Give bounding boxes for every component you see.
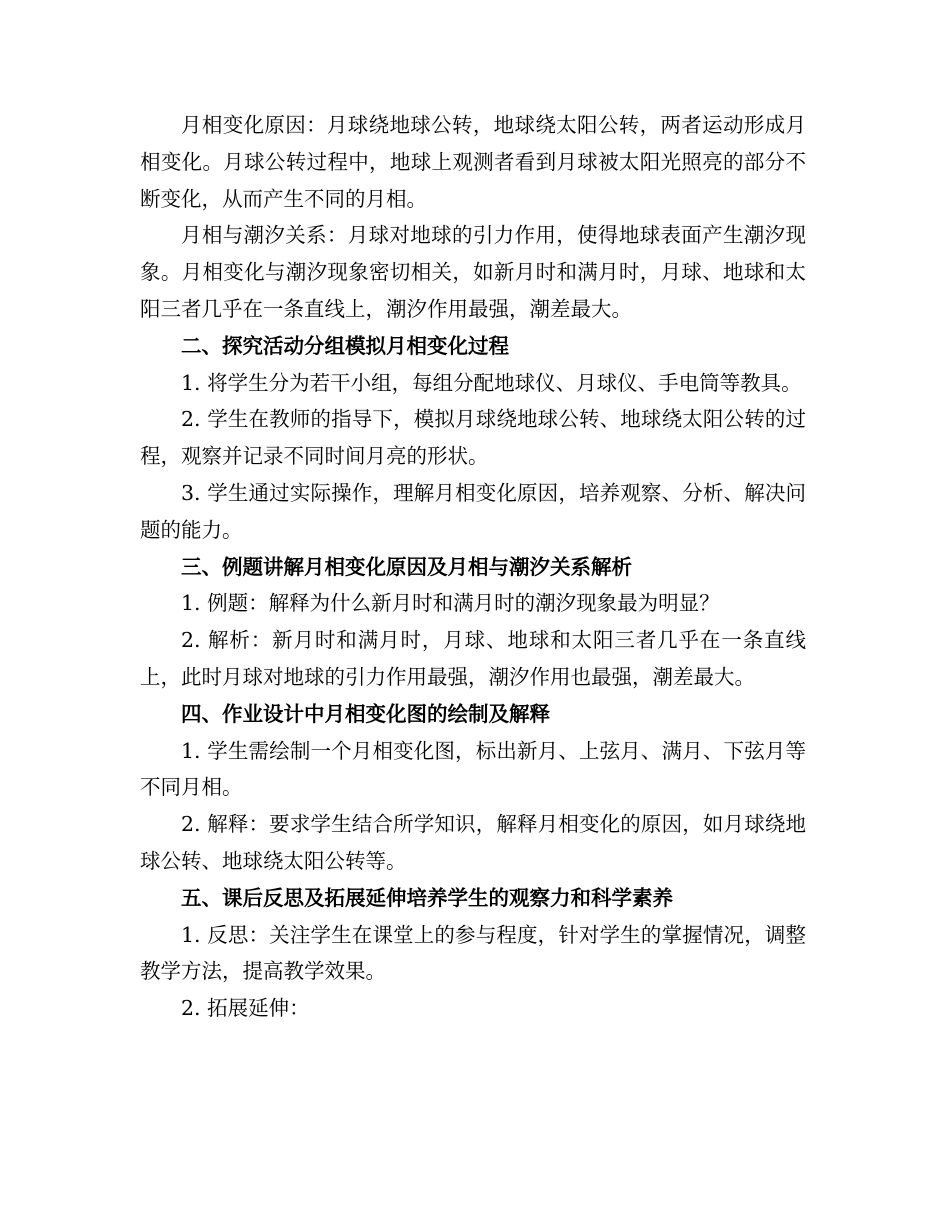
paragraph-reflection: 1. 反思：关注学生在课堂上的参与程度，针对学生的掌握情况，调整教学方法，提高教学效果。 xyxy=(140,922,806,984)
paragraph-homework-explain: 2. 解释：要求学生结合所学知识，解释月相变化的原因，如月球绕地球公转、地球绕太阳公转等。 xyxy=(140,812,806,873)
paragraph-activity-step-2: 2. 学生在教师的指导下，模拟月球绕地球公转、地球绕太阳公转的过程，观察并记录不同时间月亮的形状。 xyxy=(140,407,806,469)
section-heading-homework: 四、作业设计中月相变化图的绘制及解释 xyxy=(181,701,550,726)
paragraph-activity-step-3: 3. 学生通过实际操作，理解月相变化原因，培养观察、分析、解决问题的能力。 xyxy=(140,480,806,542)
paragraph-homework-draw: 1. 学生需绘制一个月相变化图，标出新月、上弦月、满月、下弦月等不同月相。 xyxy=(140,738,806,800)
paragraph-example-question: 1. 例题：解释为什么新月时和满月时的潮汐现象最为明显？ xyxy=(181,591,720,616)
paragraph-example-analysis: 2. 解析：新月时和满月时，月球、地球和太阳三者几乎在一条直线上，此时月球对地球的引力作用最强，潮汐作用也最强，潮差最大。 xyxy=(140,628,806,689)
section-heading-activity: 二、探究活动分组模拟月相变化过程 xyxy=(181,333,509,358)
document-body xyxy=(140,107,806,1027)
section-heading-reflection: 五、课后反思及拓展延伸培养学生的观察力和科学素养 xyxy=(181,885,673,910)
paragraph-activity-step-1: 1. 将学生分为若干小组，每组分配地球仪、月球仪、手电筒等教具。 xyxy=(181,370,802,395)
paragraph-extension: 2. 拓展延伸： xyxy=(181,996,310,1021)
paragraph-moon-phase-cause: 月相变化原因：月球绕地球公转，地球绕太阳公转，两者运动形成月相变化。月球公转过程中，地球上观测者看到月球被太阳光照亮的部分不断变化，从而产生不同的月相。 xyxy=(140,113,806,211)
section-heading-example: 三、例题讲解月相变化原因及月相与潮汐关系解析 xyxy=(181,554,632,579)
paragraph-moon-tide-relation: 月相与潮汐关系：月球对地球的引力作用，使得地球表面产生潮汐现象。月相变化与潮汐现象密切相关，如新月时和满月时，月球、地球和太阳三者几乎在一条直线上，潮汐作用最强，潮差最大。 xyxy=(140,223,806,321)
